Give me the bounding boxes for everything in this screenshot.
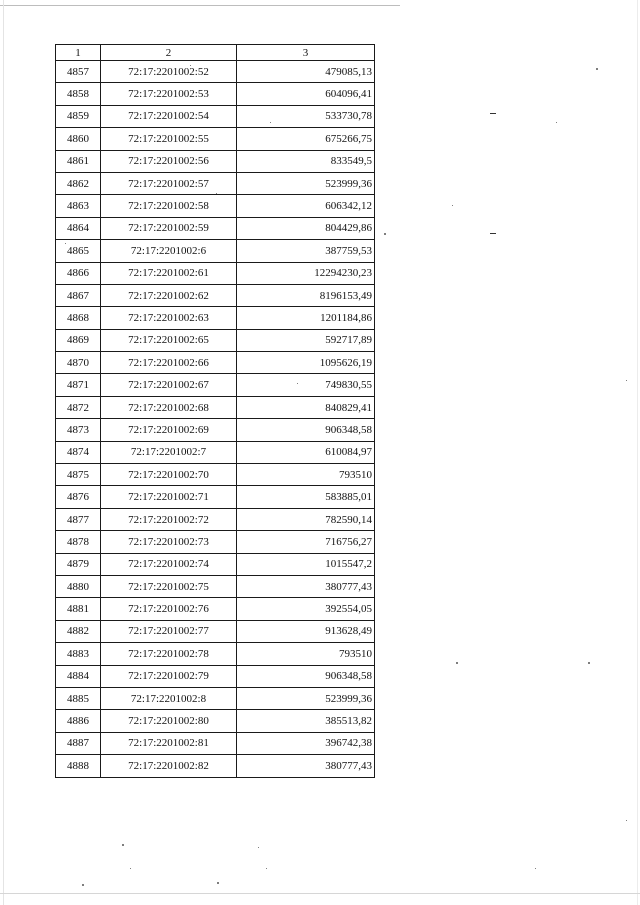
scan-speck	[130, 868, 131, 869]
value-cell: 592717,89	[237, 329, 375, 351]
row-index-cell: 4882	[56, 620, 101, 642]
row-index-cell: 4867	[56, 284, 101, 306]
row-index-cell: 4888	[56, 755, 101, 777]
value-cell: 749830,55	[237, 374, 375, 396]
column-header-value: 3	[237, 45, 375, 61]
cadastral-number-cell: 72:17:2201002:67	[101, 374, 237, 396]
table-row	[56, 329, 375, 351]
scan-speck	[456, 662, 458, 664]
row-index-cell: 4879	[56, 553, 101, 575]
table-row	[56, 262, 375, 284]
value-cell: 840829,41	[237, 396, 375, 418]
cadastral-number-cell: 72:17:2201002:68	[101, 396, 237, 418]
table-row	[56, 419, 375, 441]
table-row	[56, 665, 375, 687]
cadastral-number-cell: 72:17:2201002:69	[101, 419, 237, 441]
column-header-index: 1	[56, 45, 101, 61]
column-header-cadastral-number: 2	[101, 45, 237, 61]
table-row	[56, 531, 375, 553]
scan-speck	[626, 820, 627, 821]
row-index-cell: 4875	[56, 464, 101, 486]
row-index-cell: 4870	[56, 352, 101, 374]
cadastral-number-cell: 72:17:2201002:59	[101, 217, 237, 239]
value-cell: 782590,14	[237, 508, 375, 530]
row-index-cell: 4857	[56, 61, 101, 83]
table-row	[56, 217, 375, 239]
cadastral-number-cell: 72:17:2201002:58	[101, 195, 237, 217]
row-index-cell: 4869	[56, 329, 101, 351]
row-index-cell: 4858	[56, 83, 101, 105]
table-row	[56, 732, 375, 754]
value-cell: 387759,53	[237, 240, 375, 262]
value-cell: 396742,38	[237, 732, 375, 754]
cadastral-number-cell: 72:17:2201002:66	[101, 352, 237, 374]
value-cell: 392554,05	[237, 598, 375, 620]
scan-speck	[452, 205, 453, 206]
row-index-cell: 4886	[56, 710, 101, 732]
table-row	[56, 710, 375, 732]
row-index-cell: 4865	[56, 240, 101, 262]
scan-speck	[217, 882, 219, 884]
table-row	[56, 755, 375, 777]
scan-mark	[490, 233, 496, 234]
row-index-cell: 4884	[56, 665, 101, 687]
value-cell: 610084,97	[237, 441, 375, 463]
row-index-cell: 4880	[56, 575, 101, 597]
value-cell: 583885,01	[237, 486, 375, 508]
cadastral-number-cell: 72:17:2201002:81	[101, 732, 237, 754]
value-cell: 1015547,2	[237, 553, 375, 575]
cadastral-number-cell: 72:17:2201002:7	[101, 441, 237, 463]
table-row	[56, 396, 375, 418]
row-index-cell: 4872	[56, 396, 101, 418]
value-cell: 1095626,19	[237, 352, 375, 374]
value-cell: 716756,27	[237, 531, 375, 553]
scan-speck	[535, 868, 536, 869]
scan-speck	[384, 233, 386, 235]
value-cell: 604096,41	[237, 83, 375, 105]
cadastral-number-cell: 72:17:2201002:76	[101, 598, 237, 620]
table-row	[56, 105, 375, 127]
table-row	[56, 284, 375, 306]
value-cell: 12294230,23	[237, 262, 375, 284]
table-row	[56, 553, 375, 575]
value-cell: 906348,58	[237, 665, 375, 687]
row-index-cell: 4885	[56, 687, 101, 709]
cadastral-number-cell: 72:17:2201002:8	[101, 687, 237, 709]
row-index-cell: 4863	[56, 195, 101, 217]
value-cell: 479085,13	[237, 61, 375, 83]
value-cell: 906348,58	[237, 419, 375, 441]
row-index-cell: 4860	[56, 128, 101, 150]
row-index-cell: 4871	[56, 374, 101, 396]
value-cell: 833549,5	[237, 150, 375, 172]
cadastral-number-cell: 72:17:2201002:72	[101, 508, 237, 530]
value-cell: 1201184,86	[237, 307, 375, 329]
scan-edge-left	[3, 0, 4, 905]
row-index-cell: 4883	[56, 643, 101, 665]
scan-speck	[122, 844, 124, 846]
cadastral-number-cell: 72:17:2201002:78	[101, 643, 237, 665]
value-cell: 793510	[237, 643, 375, 665]
scan-edge-bottom	[0, 893, 640, 894]
table-row	[56, 598, 375, 620]
row-index-cell: 4876	[56, 486, 101, 508]
row-index-cell: 4877	[56, 508, 101, 530]
table-row	[56, 83, 375, 105]
row-index-cell: 4881	[56, 598, 101, 620]
row-index-cell: 4874	[56, 441, 101, 463]
cadastral-number-cell: 72:17:2201002:55	[101, 128, 237, 150]
table-row	[56, 486, 375, 508]
value-cell: 606342,12	[237, 195, 375, 217]
table-row	[56, 508, 375, 530]
table-row	[56, 441, 375, 463]
scan-speck	[258, 847, 259, 848]
row-index-cell: 4866	[56, 262, 101, 284]
value-cell: 793510	[237, 464, 375, 486]
scan-speck	[266, 868, 267, 869]
scan-speck	[82, 884, 84, 886]
cadastral-number-cell: 72:17:2201002:80	[101, 710, 237, 732]
cadastral-number-cell: 72:17:2201002:62	[101, 284, 237, 306]
value-cell: 675266,75	[237, 128, 375, 150]
row-index-cell: 4862	[56, 172, 101, 194]
cadastral-number-cell: 72:17:2201002:6	[101, 240, 237, 262]
value-cell: 523999,36	[237, 172, 375, 194]
table-row	[56, 374, 375, 396]
table-row	[56, 195, 375, 217]
scan-edge-top	[0, 5, 400, 6]
cadastral-number-cell: 72:17:2201002:71	[101, 486, 237, 508]
scan-speck	[556, 122, 557, 123]
table-row	[56, 150, 375, 172]
value-cell: 913628,49	[237, 620, 375, 642]
cadastral-number-cell: 72:17:2201002:73	[101, 531, 237, 553]
row-index-cell: 4864	[56, 217, 101, 239]
row-index-cell: 4878	[56, 531, 101, 553]
row-index-cell: 4861	[56, 150, 101, 172]
value-cell: 380777,43	[237, 755, 375, 777]
row-index-cell: 4873	[56, 419, 101, 441]
value-cell: 804429,86	[237, 217, 375, 239]
cadastral-number-cell: 72:17:2201002:57	[101, 172, 237, 194]
cadastral-number-cell: 72:17:2201002:63	[101, 307, 237, 329]
cadastral-number-cell: 72:17:2201002:65	[101, 329, 237, 351]
row-index-cell: 4887	[56, 732, 101, 754]
cadastral-number-cell: 72:17:2201002:82	[101, 755, 237, 777]
table-row	[56, 464, 375, 486]
table-row	[56, 61, 375, 83]
table-row	[56, 172, 375, 194]
value-cell: 380777,43	[237, 575, 375, 597]
cadastral-number-cell: 72:17:2201002:61	[101, 262, 237, 284]
cadastral-number-cell: 72:17:2201002:54	[101, 105, 237, 127]
table-row	[56, 128, 375, 150]
cadastral-number-cell: 72:17:2201002:77	[101, 620, 237, 642]
scan-mark	[490, 113, 496, 114]
cadastral-number-cell: 72:17:2201002:70	[101, 464, 237, 486]
cadastral-number-cell: 72:17:2201002:56	[101, 150, 237, 172]
cadastral-number-cell: 72:17:2201002:52	[101, 61, 237, 83]
registry-table	[55, 44, 375, 778]
table-row	[56, 575, 375, 597]
scan-edge-right	[637, 0, 638, 905]
cadastral-number-cell: 72:17:2201002:74	[101, 553, 237, 575]
scan-speck	[588, 662, 590, 664]
scan-speck	[596, 68, 598, 70]
row-index-cell: 4859	[56, 105, 101, 127]
table-row	[56, 240, 375, 262]
value-cell: 385513,82	[237, 710, 375, 732]
value-cell: 533730,78	[237, 105, 375, 127]
value-cell: 523999,36	[237, 687, 375, 709]
cadastral-number-cell: 72:17:2201002:53	[101, 83, 237, 105]
table-row	[56, 352, 375, 374]
row-index-cell: 4868	[56, 307, 101, 329]
table-row	[56, 307, 375, 329]
table-row	[56, 687, 375, 709]
value-cell: 8196153,49	[237, 284, 375, 306]
header-row	[56, 45, 375, 61]
cadastral-number-cell: 72:17:2201002:79	[101, 665, 237, 687]
cadastral-number-cell: 72:17:2201002:75	[101, 575, 237, 597]
table-row	[56, 643, 375, 665]
scan-speck	[626, 380, 627, 381]
table-row	[56, 620, 375, 642]
